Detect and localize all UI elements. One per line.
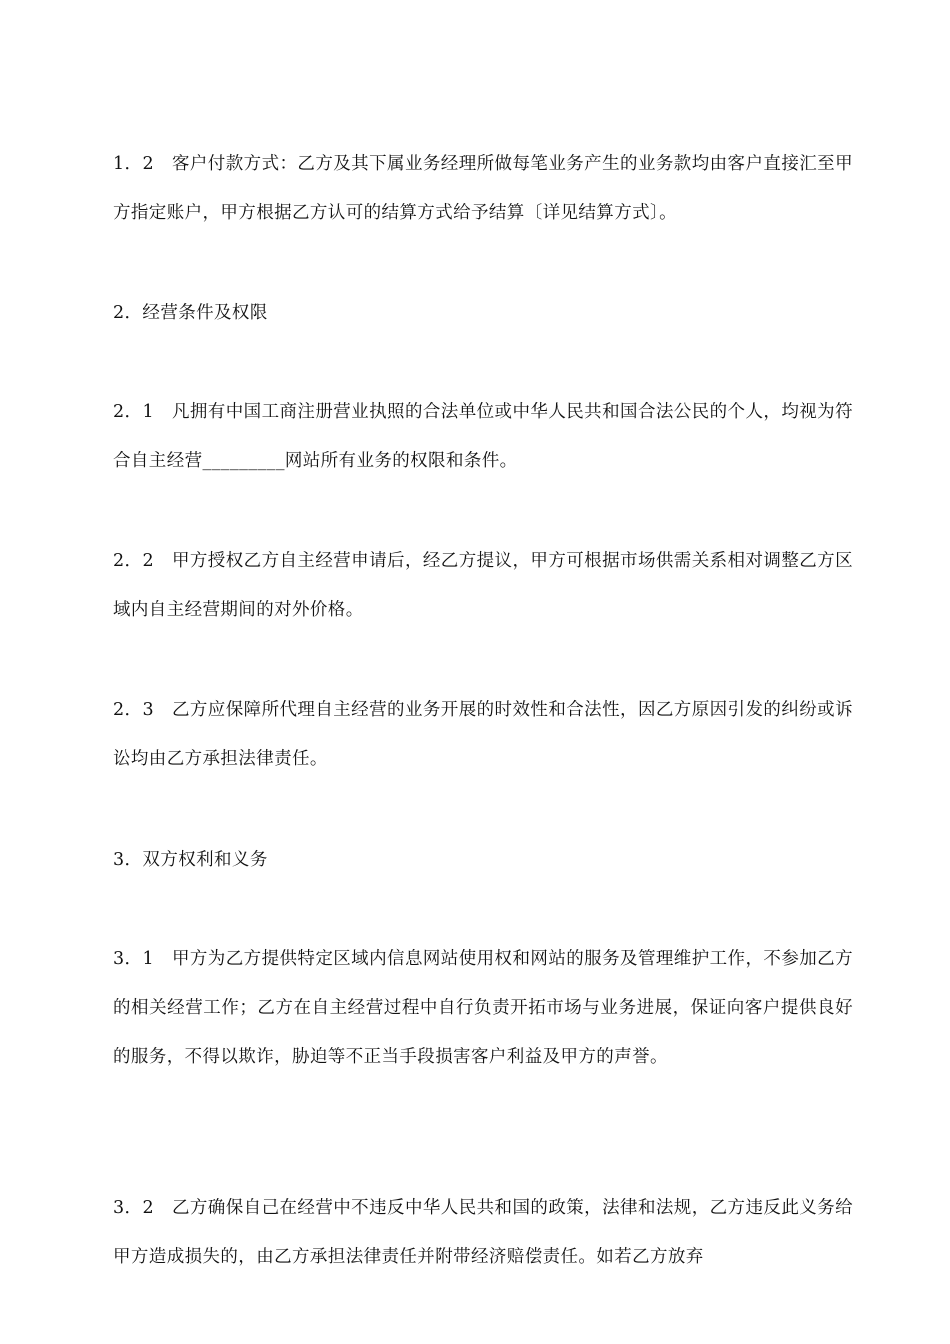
clause-2-3: 2．3 乙方应保障所代理自主经营的业务开展的时效性和合法性，因乙方原因引发的纠纷或诉讼均由乙方承担法律责任。 xyxy=(113,700,853,769)
clause-3-1: 3．1 甲方为乙方提供特定区域内信息网站使用权和网站的服务及管理维护工作，不参加乙方的相关经营工作；乙方在自主经营过程中自行负责开拓市场与业务进展，保证向客户提供良好的服务，不得以欺诈，胁迫等不正当手段损害客户利益及甲方的声誉。 xyxy=(113,949,853,1067)
clause-3-2: 3．2 乙方确保自己在经营中不违反中华人民共和国的政策，法律和法规，乙方违反此义务给甲方造成损失的，由乙方承担法律责任并附带经济赔偿责任。如若乙方放弃 xyxy=(113,1198,853,1267)
section-3-heading: 3．双方权利和义务 xyxy=(113,850,268,870)
clause-2-1: 2．1 凡拥有中国工商注册营业执照的合法单位或中华人民共和国合法公民的个人，均视为符合自主经营_________网站所有业务的权限和条件。 xyxy=(113,402,853,471)
clause-2-2: 2．2 甲方授权乙方自主经营申请后，经乙方提议，甲方可根据市场供需关系相对调整乙方区域内自主经营期间的对外价格。 xyxy=(113,551,853,620)
section-2-heading: 2．经营条件及权限 xyxy=(113,303,268,323)
clause-1-2: 1．2 客户付款方式：乙方及其下属业务经理所做每笔业务产生的业务款均由客户直接汇至甲方指定账户，甲方根据乙方认可的结算方式给予结算〔详见结算方式〕。 xyxy=(113,154,853,223)
